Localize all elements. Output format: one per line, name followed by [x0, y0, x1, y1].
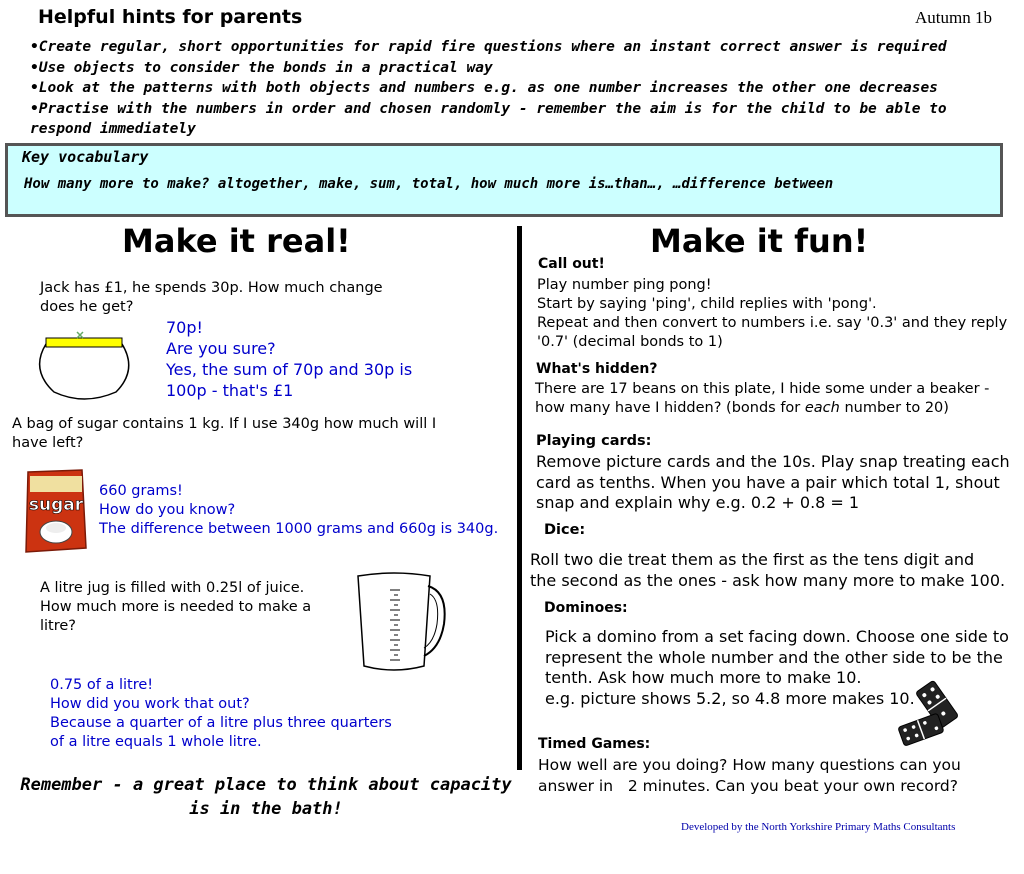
hidden-line: [535, 399, 1015, 418]
dominoes-line: tenth. Ask how much more to make 10.: [545, 668, 862, 687]
remember-note: Remember - a great place to think about capacity is in the bath!: [20, 775, 512, 819]
callout-line: Repeat and then convert to numbers i.e. say '0.3' and they reply: [537, 315, 1008, 331]
hidden-text-part: how many have I hidden? (bonds for: [535, 400, 805, 416]
cards-text: [536, 452, 1016, 514]
question-line: litre?: [40, 618, 77, 634]
vocabulary-box: [5, 143, 1003, 217]
answer-line: 660 grams!: [99, 483, 183, 499]
answer-line: Are you sure?: [166, 339, 276, 358]
callout-line: Play number ping pong!: [537, 277, 712, 293]
dominoes-icon: [896, 676, 972, 748]
timed-line: answer in 2 minutes. Can you beat your own record?: [538, 776, 958, 795]
answer-line: Because a quarter of a litre plus three quarters: [50, 715, 392, 731]
hint-item: • Use objects to consider the bonds in a practical way: [30, 58, 970, 79]
hidden-text-emphasis: each: [804, 400, 840, 416]
cards-heading: Playing cards:: [536, 433, 652, 449]
answer-line: 70p!: [166, 318, 203, 337]
callout-line: '0.7' (decimal bonds to 1): [537, 334, 723, 350]
dice-text: [530, 550, 1020, 591]
dominoes-heading: Dominoes:: [544, 600, 628, 616]
callout-heading: Call out!: [538, 256, 605, 272]
hint-item: • Look at the patterns with both objects and numbers e.g. as one number increases the other one decreases: [30, 78, 970, 99]
dominoes-line: represent the whole number and the other side to be the: [545, 647, 1003, 667]
answer-line: How did you work that out?: [50, 696, 250, 712]
dominoes-line: e.g. picture shows 5.2, so 4.8 more makes 10.: [545, 688, 915, 708]
question-change: Jack has £1, he spends 30p. How much change does he get?: [40, 280, 383, 315]
callout-line: Start by saying 'ping', child replies with 'pong'.: [537, 296, 877, 312]
question-line: A litre jug is filled with 0.25l of juice.: [40, 580, 305, 596]
answer-line: of a litre equals 1 whole litre.: [50, 734, 262, 750]
measuring-jug-icon: [344, 568, 446, 680]
answer-line: 0.75 of a litre!: [50, 677, 154, 693]
hints-list: [30, 37, 970, 140]
cards-line: card as tenths. When you have a pair which total 1, shout: [536, 472, 1000, 492]
answer-jug: [50, 676, 420, 752]
make-it-fun-heading: Make it fun!: [650, 222, 869, 260]
hidden-heading: What's hidden?: [536, 361, 658, 377]
hint-item: • Create regular, short opportunities for rapid fire questions where an instant correct answer is required: [30, 37, 970, 58]
term-label: Autumn 1b: [915, 8, 992, 27]
sugar-label: sugar: [28, 495, 84, 515]
timed-heading: Timed Games:: [538, 736, 651, 752]
make-it-real-heading: Make it real!: [122, 222, 351, 260]
timed-line: How well are you doing? How many questions can you: [538, 756, 961, 774]
dice-heading: Dice:: [544, 522, 586, 538]
callout-text: [537, 276, 1017, 352]
vocabulary-text: How many more to make? altogether, make, sum, total, how much more is…than…, …difference between: [24, 176, 834, 192]
timed-text: [538, 755, 1018, 796]
question-line: How much more is needed to make a: [40, 599, 312, 615]
footer-credit: Developed by the North Yorkshire Primary Maths Consultants: [681, 821, 956, 833]
question-jug: [40, 579, 340, 636]
page-title: Helpful hints for parents: [38, 6, 303, 28]
cards-line: Remove picture cards and the 10s. Play snap treating each: [536, 452, 1010, 471]
answer-line: The difference between 1000 grams and 660g is 340g.: [99, 521, 499, 537]
answer-line: Yes, the sum of 70p and 30p is: [166, 360, 413, 379]
sugar-bag-icon: [22, 466, 90, 556]
question-sugar: A bag of sugar contains 1 kg. If I use 340g how much will I have left?: [12, 416, 437, 451]
cards-line: snap and explain why e.g. 0.2 + 0.8 = 1: [536, 493, 860, 512]
purse-icon: [34, 330, 136, 402]
dice-line: Roll two die treat them as the first as the tens digit and: [530, 550, 975, 569]
answer-sugar: [99, 482, 509, 539]
hint-item: • Practise with the numbers in order and chosen randomly - remember the aim is for the child to be able to respond immediately: [30, 99, 970, 140]
hidden-line: There are 17 beans on this plate, I hide some under a beaker -: [535, 381, 990, 397]
dice-line: the second as the ones - ask how many more to make 100.: [530, 570, 1006, 590]
hidden-text-part: number to 20): [839, 400, 949, 416]
answer-change: [166, 317, 426, 401]
hidden-text: [535, 380, 1015, 418]
vocabulary-heading: Key vocabulary: [22, 148, 149, 166]
answer-line: How do you know?: [99, 502, 236, 518]
column-divider: [517, 226, 522, 770]
answer-line: 100p - that's £1: [166, 381, 294, 400]
dominoes-line: Pick a domino from a set facing down. Choose one side to: [545, 627, 1009, 646]
